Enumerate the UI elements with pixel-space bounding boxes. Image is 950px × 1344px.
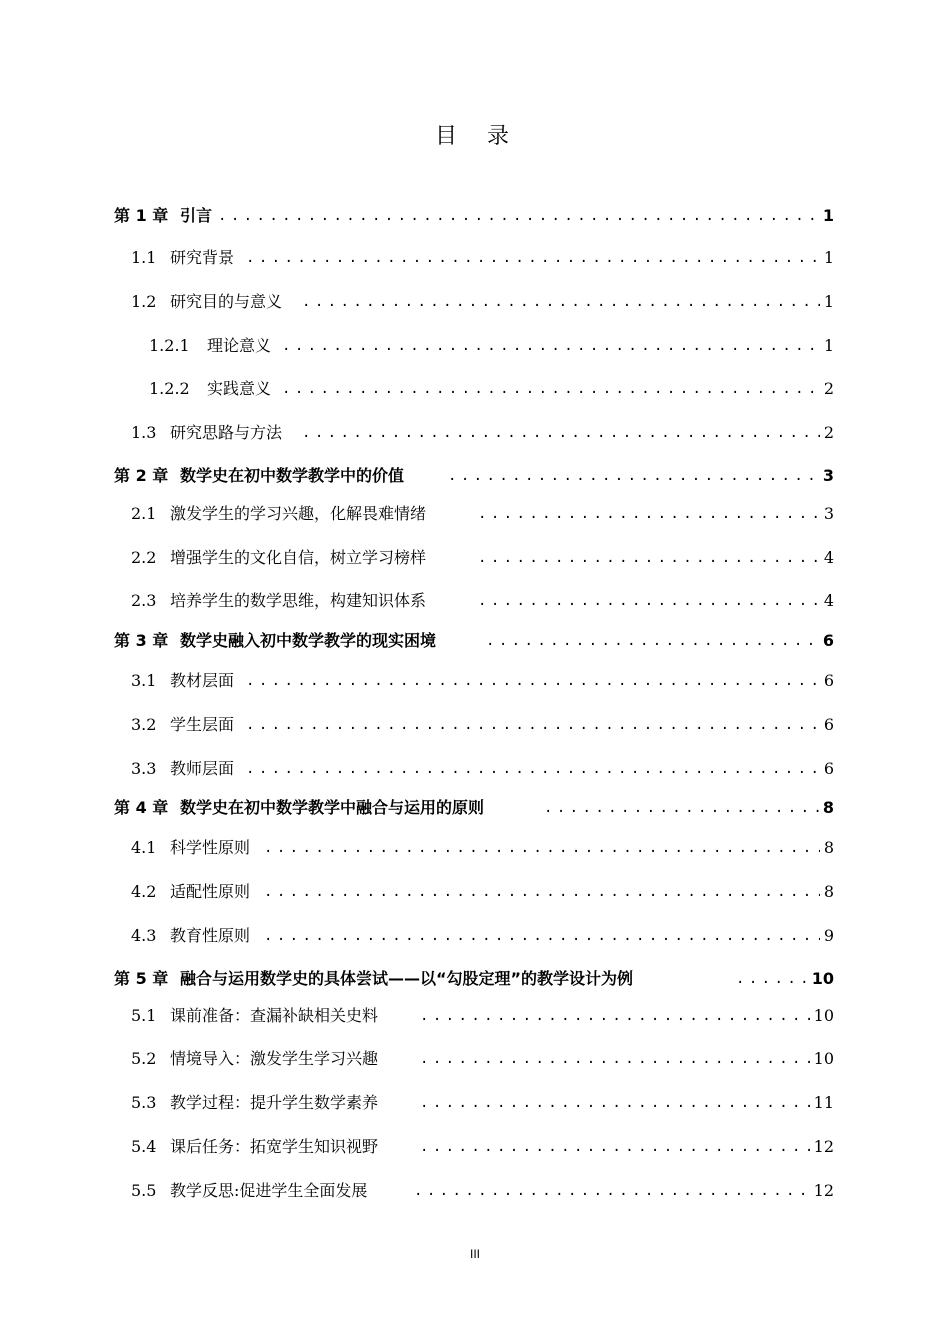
toc-leader-dots xyxy=(478,544,820,572)
toc-entry-title: 适配性原则 xyxy=(170,882,251,901)
toc-entry-title: 数学史在初中数学教学中的价值 xyxy=(180,466,405,485)
toc-entry-section[interactable] xyxy=(0,236,950,280)
toc-entry-number: 2.1 xyxy=(131,504,157,523)
toc-entry-chapter[interactable] xyxy=(0,786,950,830)
toc-entry-number: 1.2.1 xyxy=(149,336,190,355)
toc-entry-number: 3.3 xyxy=(131,759,157,778)
toc-entry-number: 1.3 xyxy=(131,423,157,442)
toc-entry-title: 研究思路与方法 xyxy=(170,423,283,442)
toc-entry-number: 1.2 xyxy=(131,292,157,311)
toc-entry-section[interactable] xyxy=(0,1169,950,1213)
toc-entry-page: 1 xyxy=(823,336,834,355)
toc-leader-dots xyxy=(264,878,820,906)
toc-entry-page: 4 xyxy=(823,591,834,610)
toc-entry-title: 学生层面 xyxy=(170,715,235,734)
toc-entry-page: 3 xyxy=(823,504,834,523)
toc-entry-page: 3 xyxy=(822,466,834,485)
toc-leader-dots xyxy=(478,587,820,615)
toc-entry-title: 教育性原则 xyxy=(170,926,251,945)
toc-leader-dots xyxy=(246,755,820,783)
toc-entry-number: 2.2 xyxy=(131,548,157,567)
toc-entry-title: 激发学生的学习兴趣，化解畏难情绪 xyxy=(170,504,427,523)
toc-entry-page: 6 xyxy=(823,759,834,778)
toc-entry-number: 4.3 xyxy=(131,926,157,945)
toc-entry-section[interactable] xyxy=(0,826,950,870)
toc-entry-page: 2 xyxy=(823,423,834,442)
toc-entry-number: 3.1 xyxy=(131,671,157,690)
toc-entry-title: 培养学生的数学思维，构建知识体系 xyxy=(170,591,427,610)
toc-entry-page: 10 xyxy=(811,969,834,988)
title-char-2: 录 xyxy=(487,124,516,149)
toc-entry-section[interactable] xyxy=(0,1081,950,1125)
toc-entry-title: 研究目的与意义 xyxy=(170,292,283,311)
toc-entry-page: 6 xyxy=(823,671,834,690)
toc-entry-page: 1 xyxy=(822,206,834,225)
toc-entry-number: 1.2.2 xyxy=(149,379,190,398)
toc-leader-dots xyxy=(282,332,820,360)
toc-entry-title: 研究背景 xyxy=(170,248,235,267)
toc-entry-number: 5.3 xyxy=(131,1093,157,1112)
toc-leader-dots xyxy=(218,202,820,230)
toc-leader-dots xyxy=(414,1177,814,1205)
toc-leader-dots xyxy=(544,794,820,822)
toc-entry-section[interactable] xyxy=(0,659,950,703)
toc-entry-number: 4.1 xyxy=(131,838,157,857)
toc-entry-section[interactable] xyxy=(0,703,950,747)
toc-entry-page: 2 xyxy=(823,379,834,398)
toc-entry-title: 数学史在初中数学教学中融合与运用的原则 xyxy=(180,798,485,817)
toc-entry-section[interactable] xyxy=(0,411,950,455)
toc-entry-title: 教材层面 xyxy=(170,671,235,690)
toc-entry-number: 5.5 xyxy=(131,1181,157,1200)
toc-leader-dots xyxy=(282,375,820,403)
toc-entry-section[interactable] xyxy=(0,914,950,958)
toc-leader-dots xyxy=(420,1045,814,1073)
toc-entry-title: 引言 xyxy=(180,206,213,225)
title-char-1: 目 xyxy=(434,124,463,149)
toc-leader-dots xyxy=(264,834,820,862)
toc-entry-page: 12 xyxy=(813,1137,834,1156)
toc-entry-title: 课后任务：拓宽学生知识视野 xyxy=(170,1137,379,1156)
toc-leader-dots xyxy=(246,711,820,739)
toc-entry-number: 4.2 xyxy=(131,882,157,901)
toc-leader-dots xyxy=(264,922,820,950)
toc-leader-dots xyxy=(448,462,820,490)
toc-leader-dots xyxy=(420,1133,814,1161)
toc-entry-page: 10 xyxy=(813,1006,834,1025)
toc-entry-page: 10 xyxy=(813,1049,834,1068)
toc-entry-title: 情境导入：激发学生学习兴趣 xyxy=(170,1049,379,1068)
toc-leader-dots xyxy=(736,965,814,993)
toc-entry-title: 科学性原则 xyxy=(170,838,251,857)
toc-entry-subsection[interactable] xyxy=(0,324,950,368)
toc-entry-chapter[interactable] xyxy=(0,194,950,238)
toc-entry-section[interactable] xyxy=(0,994,950,1038)
toc-entry-title: 课前准备：查漏补缺相关史料 xyxy=(170,1006,379,1025)
toc-entry-page: 8 xyxy=(823,838,834,857)
toc-leader-dots xyxy=(420,1089,814,1117)
toc-entry-number: 1.1 xyxy=(131,248,157,267)
toc-entry-page: 6 xyxy=(822,631,834,650)
page-title xyxy=(0,122,950,152)
toc-leader-dots xyxy=(478,500,820,528)
toc-entry-section[interactable] xyxy=(0,536,950,580)
toc-entry-number: 第 4 章 xyxy=(114,798,169,817)
toc-entry-page: 12 xyxy=(813,1181,834,1200)
toc-entry-page: 8 xyxy=(822,798,834,817)
toc-entry-title: 增强学生的文化自信，树立学习榜样 xyxy=(170,548,427,567)
toc-entry-title: 融合与运用数学史的具体尝试——以“勾股定理”的教学设计为例 xyxy=(180,969,634,988)
toc-entry-section[interactable] xyxy=(0,1125,950,1169)
toc-entry-title: 教师层面 xyxy=(170,759,235,778)
toc-entry-number: 5.4 xyxy=(131,1137,157,1156)
toc-leader-dots xyxy=(302,288,820,316)
toc-leader-dots xyxy=(246,244,820,272)
toc-entry-subsection[interactable] xyxy=(0,367,950,411)
toc-entry-chapter[interactable] xyxy=(0,619,950,663)
toc-entry-title: 理论意义 xyxy=(207,336,272,355)
toc-leader-dots xyxy=(420,1002,814,1030)
toc-entry-section[interactable] xyxy=(0,280,950,324)
toc-entry-title: 实践意义 xyxy=(207,379,272,398)
toc-entry-number: 5.1 xyxy=(131,1006,157,1025)
toc-entry-page: 1 xyxy=(823,248,834,267)
toc-entry-page: 11 xyxy=(813,1093,834,1112)
toc-entry-section[interactable] xyxy=(0,579,950,623)
toc-entry-section[interactable] xyxy=(0,492,950,536)
toc-entry-section[interactable] xyxy=(0,747,950,791)
toc-entry-page: 9 xyxy=(823,926,834,945)
toc-entry-number: 第 3 章 xyxy=(114,631,169,650)
toc-entry-number: 5.2 xyxy=(131,1049,157,1068)
toc-entry-title: 数学史融入初中数学教学的现实困境 xyxy=(180,631,437,650)
toc-entry-section[interactable] xyxy=(0,870,950,914)
page-number: III xyxy=(469,1247,480,1261)
toc-leader-dots xyxy=(486,627,820,655)
toc-entry-page: 4 xyxy=(823,548,834,567)
toc-entry-page: 6 xyxy=(823,715,834,734)
toc-entry-number: 2.3 xyxy=(131,591,157,610)
toc-entry-title: 教学过程：提升学生数学素养 xyxy=(170,1093,379,1112)
toc-entry-number: 3.2 xyxy=(131,715,157,734)
toc-entry-number: 第 2 章 xyxy=(114,466,169,485)
toc-entry-page: 1 xyxy=(823,292,834,311)
toc-entry-page: 8 xyxy=(823,882,834,901)
toc-leader-dots xyxy=(246,667,820,695)
toc-entry-number: 第 1 章 xyxy=(114,206,169,225)
toc-entry-section[interactable] xyxy=(0,1037,950,1081)
toc-entry-title: 教学反思:促进学生全面发展 xyxy=(170,1181,368,1200)
toc-leader-dots xyxy=(302,419,820,447)
toc-entry-number: 第 5 章 xyxy=(114,969,169,988)
